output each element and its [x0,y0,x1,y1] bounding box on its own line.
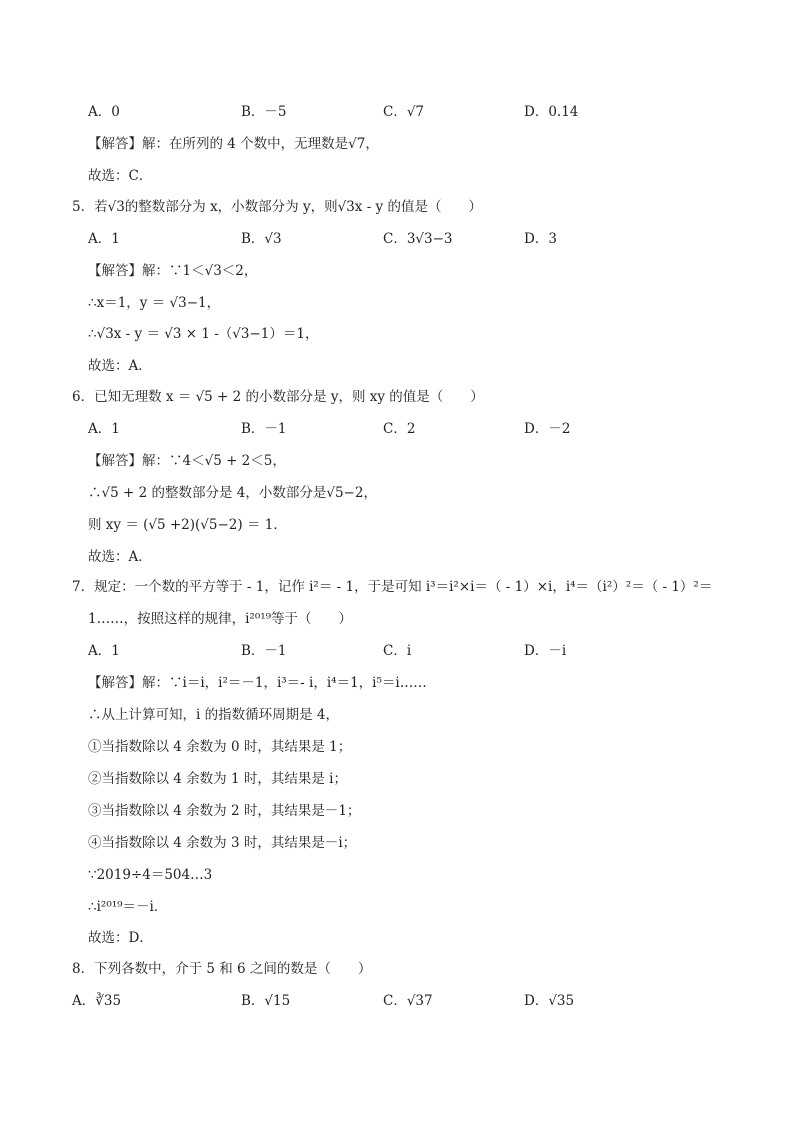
q7-solution-step: ①当指数除以 4 余数为 0 时，其结果是 1； [88,739,352,755]
q7-solution-step: ③当指数除以 4 余数为 2 时，其结果是－1； [88,803,361,819]
q5-solution-step: ∴x＝1，y ＝ √3−1， [88,295,221,311]
q7-solution-step: ∴i²⁰¹⁹＝－i． [88,899,168,915]
q4-solution: 【解答】解：在所列的 4 个数中，无理数是√7， [88,136,379,152]
q6-answer: 故选：A． [88,549,152,565]
q6-option-a: A．1 [88,421,120,437]
q6-solution-step: 【解答】解：∵4＜√5 + 2＜5， [88,453,286,469]
q7-solution-step: ∵2019÷4＝504…3 [88,867,213,883]
q7-solution-step: 【解答】解：∵i＝i，i²＝－1，i³＝- i，i⁴＝1，i⁵＝i…… [88,675,427,691]
q8-option-c: C．√37 [383,993,433,1009]
q8-option-b: B．√15 [241,993,291,1009]
q7-option-b: B．－1 [241,643,287,659]
q5-answer: 故选：A． [88,358,152,374]
q7-answer: 故选：D． [88,930,153,946]
q5-solution-step: ∴√3x - y ＝ √3 × 1 -（√3−1）＝1， [88,326,319,342]
q5-option-a: A．1 [88,231,120,247]
q5-solution-step: 【解答】解：∵1＜√3＜2， [88,263,258,279]
q4-option-c: C．√7 [383,104,425,120]
q6-option-c: C．2 [383,421,416,437]
q7-solution-step: ②当指数除以 4 余数为 1 时，其结果是 i； [88,771,347,787]
q6-stem: 6．已知无理数 x ＝ √5 + 2 的小数部分是 y，则 xy 的值是（ ） [72,389,484,405]
q7-stem-line-1: 7．规定：一个数的平方等于 - 1，记作 i²＝ - 1，于是可知 i³＝i²×i＝（ - 1）×i，i⁴＝（i²）²＝（ - 1）²＝ [72,579,713,595]
q8-option-d: D．√35 [524,993,575,1009]
q7-option-d: D．－i [524,643,567,659]
q4-option-a: A．0 [88,104,120,120]
q6-solution-step: ∴√5 + 2 的整数部分是 4，小数部分是√5−2， [88,485,377,501]
q6-option-d: D．－2 [524,421,571,437]
q6-solution-step: 则 xy ＝ (√5 +2)(√5−2) ＝ 1． [88,517,287,533]
q8-stem: 8．下列各数中，介于 5 和 6 之间的数是（ ） [72,961,372,977]
q5-stem: 5．若√3的整数部分为 x，小数部分为 y，则√3x - y 的值是（ ） [72,199,482,215]
q4-option-d: D．0.14 [524,104,579,120]
q5-option-c: C．3√3−3 [383,231,453,247]
q7-solution-step: ④当指数除以 4 余数为 3 时，其结果是－i； [88,835,357,851]
q6-option-b: B．－1 [241,421,287,437]
q4-option-b: B．－5 [241,104,287,120]
q8-option-a: A．∛35 [72,993,122,1009]
q5-option-b: B．√3 [241,231,282,247]
q7-solution-step: ∴从上计算可知，i 的指数循环周期是 4， [88,707,339,723]
q7-stem-line-2: 1……，按照这样的规律，i²⁰¹⁹等于（ ） [88,611,353,627]
q4-answer: 故选：C． [88,168,153,184]
q5-option-d: D．3 [524,231,557,247]
q7-option-a: A．1 [88,643,120,659]
q7-option-c: C．i [383,643,412,659]
